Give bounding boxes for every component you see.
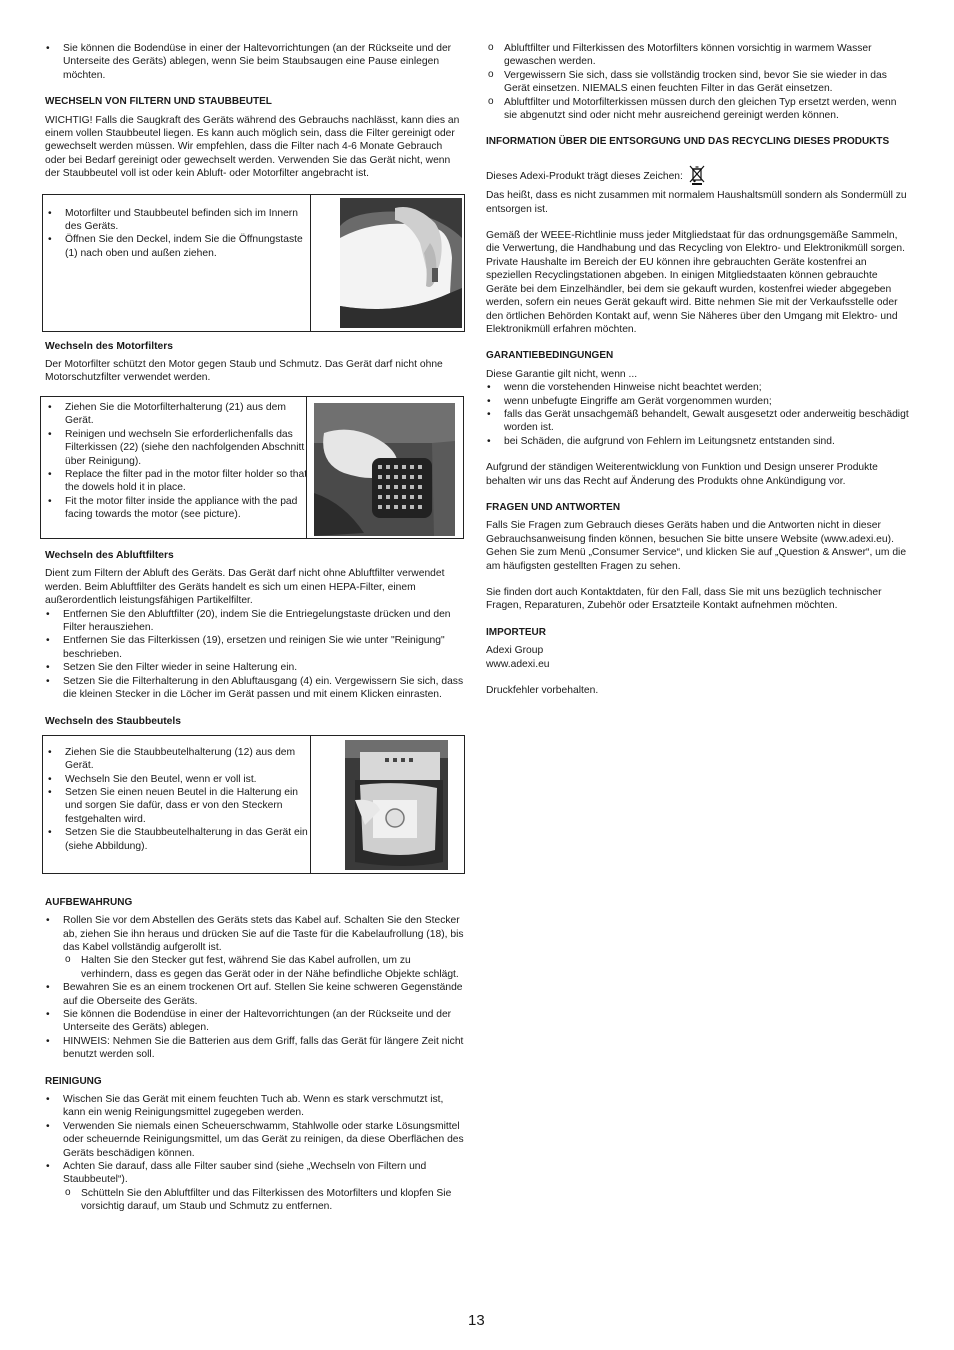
list-item: • Reinigen und wechseln Sie erforderlichenfalls das Filterkissen (22) (siehe den nachfolgenden Abschnitt über Reinigung).: [47, 428, 309, 468]
section-heading-cleaning: REINIGUNG: [45, 1075, 102, 1087]
paragraph: [486, 165, 909, 189]
sub-list-item: o Vergewissern Sie sich, dass sie vollständig trocken sind, bevor Sie sie wieder in das Gerät einsetzen. NIEMALS einen feuchten Filter in das Gerät einsetzen.: [486, 69, 909, 96]
crossed-out-wheelie-bin-icon: [689, 165, 705, 189]
section-heading-filters: WECHSELN VON FILTERN UND STAUBBEUTEL: [45, 96, 272, 108]
list-item: • falls das Gerät unsachgemäß behandelt, Gewalt ausgesetzt oder anderweitig beschädigt worden ist.: [486, 408, 909, 435]
exhaust-list: [45, 608, 465, 702]
list-item: • Fit the motor filter inside the appliance with the pad facing towards the motor (see picture).: [47, 495, 309, 522]
paragraph: Aufgrund der ständigen Weiterentwicklung von Funktion und Design unserer Produkte behalten wir uns das Recht auf Änderung des Produkts ohne Ankündigung vor.: [486, 462, 878, 487]
section-heading-warranty: GARANTIEBEDINGUNGEN: [486, 350, 614, 362]
list-item: • Bewahren Sie es an einem trockenen Ort auf. Stellen Sie keine schweren Gegenstände auf die Oberseite des Geräts.: [45, 981, 465, 1008]
list-item: • Wechseln Sie den Beutel, wenn er voll ist.: [47, 773, 309, 786]
page-number: 13: [468, 1312, 485, 1329]
list-item: • Sie können die Bodendüse in einer der Haltevorrichtungen (an der Rückseite und der Unterseite des Geräts) ablegen, wenn Sie beim Staubsaugen eine Pause einlegen möchten.: [45, 42, 465, 82]
photo-motor-filter: [314, 403, 455, 536]
subheading-motor-filter: Wechseln des Motorfilters: [45, 340, 173, 352]
subheading-dust-bag: Wechseln des Staubbeutels: [45, 716, 181, 728]
sub-list-item: o Abluftfilter und Filterkissen des Motorfilters können vorsichtig in warmem Wasser gewaschen werden.: [486, 42, 909, 69]
illustration-frame: [310, 195, 464, 331]
sub-list-item: o Schütteln Sie den Abluftfilter und das Filterkissen des Motorfilters und klopfen Sie vorsichtig darauf, um Staub und Schmutz zu entfernen.: [63, 1187, 465, 1214]
paragraph: Gemäß der WEEE-Richtlinie muss jeder Mitgliedstaat für das ordnungsgemäße Sammeln, die Verwertung, die Handhabung und das Recycling von Elektro- und Elektronikmüll sorgen. Private Haushalte im Bereich der EU können ihre gebrauchten Geräte kostenfrei an speziellen Recyclingstationen abgeben. In einigen Mitgliedstaaten können gebrauchte Geräte bei dem Einzelhändler, bei dem sie gekauft wurden, kostenfrei wieder abgegeben werden, sofern ein neues Gerät gekauft wird. Bitte nehmen Sie mit der Verkaufsstelle oder den örtlichen Behörden Kontakt auf, wenn Sie Näheres über den Umgang mit Elektro- und Elektronikmüll erfahren möchten.: [486, 230, 905, 335]
list-item: • Verwenden Sie niemals einen Scheuerschwamm, Stahlwolle oder starke Lösungsmittel oder scheuernde Reinigungsmittel, um das Gerät zu reinigen, da diese Oberflächen des Geräts beschädigen können.: [45, 1120, 465, 1160]
paragraph: Der Motorfilter schützt den Motor gegen Staub und Schmutz. Das Gerät darf nicht ohne Motorschutzfilter verwendet werden.: [45, 359, 443, 384]
right-column: [486, 42, 909, 697]
list-item: • Entfernen Sie das Filterkissen (19), ersetzen und reinigen Sie wie unter "Reinigung" beschrieben.: [45, 634, 465, 661]
list-item: • bei Schäden, die aufgrund von Fehlern im Leitungsnetz entstanden sind.: [486, 435, 909, 448]
list-item: [45, 1160, 465, 1214]
list-item: • wenn die vorstehenden Hinweise nicht beachtet werden;: [486, 381, 909, 394]
list-item: • Replace the filter pad in the motor filter holder so that the dowels hold it in place.: [47, 468, 309, 495]
list-item: • Sie können die Bodendüse in einer der Haltevorrichtungen (an der Rückseite und der Unterseite des Geräts) ablegen.: [45, 1008, 465, 1035]
disposal-sign-text: Dieses Adexi-Produkt trägt dieses Zeichen:: [486, 170, 683, 182]
list-item-text: Achten Sie darauf, dass alle Filter sauber sind (siehe „Wechseln von Filtern und Staubbeutel“).: [63, 1161, 427, 1186]
cleaning-sublist: [63, 1187, 465, 1214]
paragraph: Falls Sie Fragen zum Gebrauch dieses Geräts haben und die Antworten nicht in dieser Gebrauchsanweisung finden können, besuchen Sie bitte unsere Website (www.adexi.eu).: [486, 520, 894, 545]
list-item: [45, 914, 465, 981]
paragraph: WICHTIG! Falls die Saugkraft des Geräts während des Gebrauchs nachlässt, kann dies an einem vollen Staubbeutel liegen. Es kann auch möglich sein, dass die Filter gereinigt oder gewechselt werden müssen. Wir empfehlen, dass die Filter nach 4-6 Monate Gebrauch oder bei Bedarf gereinigt oder gewechselt werden. Verwenden Sie das Gerät nicht, wenn der Staubbeutel voll ist oder kein Abluft- oder Motorfilter angebracht ist.: [45, 114, 460, 180]
left-column: [45, 42, 465, 1214]
section-heading-storage: AUFBEWAHRUNG: [45, 896, 133, 908]
paragraph: Dient zum Filtern der Abluft des Geräts. Das Gerät darf nicht ohne Abluftfilter verwendet werden. Beim Abluftfilter des Geräts handelt es sich um einen HEPA-Filter, einem außerordentlich leistungsfähigen Partikelfilter.: [45, 568, 445, 607]
misprint-note: Druckfehler vorbehalten.: [486, 685, 599, 697]
list-item-text: Rollen Sie vor dem Abstellen des Geräts stets das Kabel auf. Schalten Sie den Stecker ab, ziehen Sie ihn heraus und drücken Sie auf die Taste für die Kabelaufrollung (18), bis das Kabel vollständig aufgerollt ist.: [63, 915, 464, 953]
sub-list-item: o Halten Sie den Stecker gut fest, während Sie das Kabel aufrollen, um zu verhindern, dass es gegen das Gerät oder in der Nähe befindliche Objekte schlägt.: [63, 954, 465, 981]
importer-url[interactable]: www.adexi.eu: [486, 658, 550, 670]
list-item: • Setzen Sie die Filterhalterung in den Abluftausgang (4) ein. Vergewissern Sie sich, dass die kleinen Stecker in die Löcher im Gerät passen und mit einem Klicken einrasten.: [45, 675, 465, 702]
photo-dust-bag: [345, 740, 448, 870]
list-item: • wenn unbefugte Eingriffe am Gerät vorgenommen wurden;: [486, 395, 909, 408]
list-item: • Entfernen Sie den Abluftfilter (20), indem Sie die Entriegelungstaste drücken und den Filter herausziehen.: [45, 608, 465, 635]
list-item: • Setzen Sie einen neuen Beutel in die Halterung ein und sorgen Sie dafür, dass er von den Steckern festgehalten wird.: [47, 786, 309, 826]
list-item: • Motorfilter und Staubbeutel befinden sich im Innern des Geräts.: [47, 207, 309, 234]
instruction-list: [47, 207, 309, 261]
list-item: • HINWEIS: Nehmen Sie die Batterien aus dem Griff, falls das Gerät für längere Zeit nicht benutzt werden soll.: [45, 1035, 465, 1062]
illustration-frame: [306, 397, 463, 538]
sub-list-item: o Abluftfilter und Motorfilterkissen müssen durch den gleichen Typ ersetzt werden, wenn sie abgenutzt sind oder nicht mehr ausreichend gereinigt werden können.: [486, 96, 909, 123]
paragraph: Diese Garantie gilt nicht, wenn ...: [486, 368, 638, 380]
list-item: • Öffnen Sie den Deckel, indem Sie die Öffnungstaste (1) nach oben und außen ziehen.: [47, 233, 309, 260]
instruction-list: [47, 401, 309, 522]
cleaning-sublist-continued: [486, 42, 909, 122]
instruction-list: [47, 746, 309, 853]
warranty-list: [486, 381, 909, 448]
cleaning-list: [45, 1093, 465, 1214]
subheading-exhaust-filter: Wechseln des Abluftfilters: [45, 549, 174, 561]
paragraph: Gehen Sie zum Menü „Consumer Service“, und klicken Sie auf „Question & Answer“, um die am häufigsten gestellten Fragen zu sehen.: [486, 547, 907, 572]
instruction-box-dust-bag: [42, 735, 465, 874]
illustration-frame: [310, 736, 464, 873]
importer-name: Adexi Group: [486, 645, 544, 657]
section-heading-disposal: INFORMATION ÜBER DIE ENTSORGUNG UND DAS RECYCLING DIESES PRODUKTS: [486, 136, 890, 148]
paragraph: Sie finden dort auch Kontaktdaten, für den Fall, dass Sie mit uns bezüglich technischer Fragen, Reparaturen, Zubehör oder Ersatzteile Kontakt aufnehmen möchten.: [486, 587, 882, 612]
list-item: • Setzen Sie den Filter wieder in seine Halterung ein.: [45, 661, 465, 674]
list-item: • Ziehen Sie die Staubbeutelhalterung (12) aus dem Gerät.: [47, 746, 309, 773]
photo-opening-lid: [340, 198, 462, 328]
list-item: • Ziehen Sie die Motorfilterhalterung (21) aus dem Gerät.: [47, 401, 309, 428]
storage-list: [45, 914, 465, 1061]
instruction-box-open-lid: [42, 194, 465, 332]
instruction-box-motor-filter: [40, 396, 464, 539]
section-heading-faq: FRAGEN UND ANTWORTEN: [486, 501, 621, 513]
storage-sublist: [63, 954, 465, 981]
intro-list: [45, 42, 465, 82]
paragraph: Das heißt, dass es nicht zusammen mit normalem Haushaltsmüll sondern als Sondermüll zu entsorgen ist.: [486, 190, 907, 215]
section-heading-importer: IMPORTEUR: [486, 626, 546, 638]
list-item: • Wischen Sie das Gerät mit einem feuchten Tuch ab. Wenn es stark verschmutzt ist, kann ein wenig Reinigungsmittel zugegeben werden.: [45, 1093, 465, 1120]
list-item: • Setzen Sie die Staubbeutelhalterung in das Gerät ein (siehe Abbildung).: [47, 826, 309, 853]
